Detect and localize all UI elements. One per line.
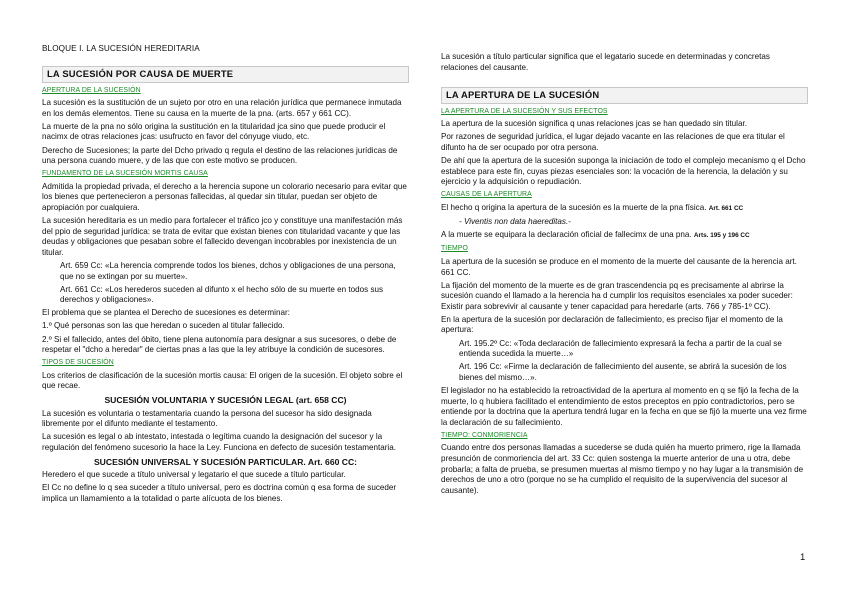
paragraph: Heredero el que sucede a título universal y legatario el que sucede a título particular. <box>42 470 346 480</box>
subheading-tipos: TIPOS DE SUCESIÓN <box>42 359 114 367</box>
article-reference: Arts. 195 y 196 CC <box>693 232 750 240</box>
paragraph <box>441 203 808 215</box>
paragraph-text: A la muerte se equipara la declaración oficial de fallecimx de una pna. <box>441 230 692 240</box>
article-quote-659: Art. 659 Cc: «La herencia comprende todos los bienes, dchos y obligaciones de una persona, que no se extingan por su muerte». <box>60 261 396 281</box>
section-title-apertura-de-la-sucesion: LA APERTURA DE LA SUCESIÓN <box>441 87 808 104</box>
paragraph: La sucesión a título particular significa que el legatario sucede en determinadas y concretas relaciones del causante. <box>441 52 770 72</box>
subheading-apertura: APERTURA DE LA SUCESIÓN <box>42 86 141 94</box>
paragraph: La sucesión hereditaria es un medio para fortalecer el tráfico jco y constituye una manifestación más del ppio de seguridad jurídica: se trata de evitar que existan bienes con titularidad vacante y que las deudas y obligaciones que pesaban sobre el fallecido devengan incobrables por inexistencia de un titular. <box>42 216 403 257</box>
paragraph: La apertura de la sucesión se produce en el momento de la muerte del causante de la herencia art. 661 CC. <box>441 256 797 277</box>
latin-maxim: - Viventis non data haereditas.- <box>459 217 571 227</box>
right-column <box>441 52 808 499</box>
left-column <box>42 66 409 507</box>
list-item: 1.º Qué personas son las que heredan o suceden al titular fallecido. <box>42 321 285 331</box>
article-quote-195: Art. 195.2º Cc: «Toda declaración de fallecimiento expresará la fecha a partir de la cual se entienda sucedida la muerte…» <box>459 338 782 359</box>
paragraph: La muerte de la pna no sólo origina la sustitución en la titularidad jca sino que puede producir el nacimx de otras relaciones jcas: usufructo en favor del cónyuge viudo, etc. <box>42 121 386 142</box>
paragraph: Admitida la propiedad privada, el derecho a la herencia supone un colorario necesario para evitar que los bienes que pertenecieron a personas fallecidas, al quedar sin titular, puedan ser objeto de apropiación por cualquiera. <box>42 181 407 213</box>
subheading-tiempo: TIEMPO <box>441 245 469 253</box>
paragraph: Por razones de seguridad jurídica, el lugar dejado vacante en las relaciones de que era titular el difunto ha de ser ocupado por otra persona. <box>441 132 785 153</box>
paragraph-text: El hecho q origina la apertura de la sucesión es la muerte de la pna física. <box>441 203 707 213</box>
subheading-causas: CAUSAS DE LA APERTURA <box>441 191 532 199</box>
paragraph: El Cc no define lo q sea suceder a título universal, pero es doctrina común q esa forma de suceder implica un llamamiento a la totalidad o parte alícuota de los bienes. <box>42 483 397 503</box>
paragraph: En la apertura de la sucesión por declaración de fallecimiento, es preciso fijar el momento de la apertura: <box>441 314 783 335</box>
centered-heading-voluntaria-legal: SUCESIÓN VOLUNTARIA Y SUCESIÓN LEGAL (art. 658 CC) <box>104 395 347 406</box>
paragraph: La sucesión es la sustitución de un sujeto por otro en una relación jurídica que permanece inmutada en los demás elementos. Tiene su causa en la muerte de la pna. (arts. 657 y 661 CC). <box>42 98 402 118</box>
paragraph: Derecho de Sucesiones; la parte del Dcho privado q regula el destino de las relaciones jurídicas de una persona cuando muere, y de las que con este motivo se producen. <box>42 145 398 166</box>
paragraph: Los criterios de clasificación de la sucesión mortis causa: El origen de la sucesión. El objeto sobre el que recae. <box>42 370 403 391</box>
subheading-fundamento: FUNDAMENTO DE LA SUCESIÓN MORTIS CAUSA <box>42 170 208 178</box>
paragraph: Cuando entre dos personas llamadas a sucederse se duda quién ha muerto primero, rige la llamada presunción de conmoriencia del art. 33 Cc: quien sostenga la muerte anterior de una u otra, debe probarla; a falta de prueba, se presumen muertas al mismo tiempo y no hay lugar a la transmisión de derechos de uno a otro (porque no se ha cumplido el requisito de la supervivencia del sucesor al causante). <box>441 443 804 495</box>
centered-heading-universal-particular: SUCESIÓN UNIVERSAL Y SUCESIÓN PARTICULAR. Art. 660 CC: <box>93 456 358 467</box>
article-quote-196: Art. 196 Cc: «Firme la declaración de fallecimiento del ausente, se abrirá la sucesión de los bienes del mismo…». <box>459 362 787 382</box>
paragraph: El legislador no ha establecido la retroactividad de la apertura al momento en q se fijó la fecha de la muerte, lo q hubiera facilitado el entendimiento de estos preceptos en ppio contradictorios, pero se entiende por la doctrina que la apertura tendrá lugar en la fecha en que se fijó la muerte una vez firme la declaración de su fallecimiento. <box>441 385 807 427</box>
subheading-conmoriencia: TIEMPO: CONMORIENCIA <box>441 431 528 439</box>
paragraph: La sucesión es legal o ab intestato, intestada o legítima cuando la designación del sucesor y la regulación del fenómeno sucesorio la hace la Ley. Funciona en defecto de sucesión testamentaria. <box>42 432 396 452</box>
paragraph: De ahí que la apertura de la sucesión suponga la iniciación de todo el complejo mecanismo q el Dcho establece para este fin, cuyas piezas esenciales son: la vocación de la herencia, la delación y su ejercicio y la adquisición o repudiación. <box>441 156 806 187</box>
page-number: 1 <box>800 552 806 563</box>
paragraph: La apertura de la sucesión significa q unas relaciones jcas se han quedado sin titular. <box>441 119 747 129</box>
list-item: 2.º Si el fallecido, antes del óbito, tiene plena autonomía para designar a sus sucesores, o debe de respetar el "dcho a heredar" de ciertas pnas a las que la ley atribuye la condición de sucesores. <box>42 334 397 355</box>
section-title-sucesion-por-causa-de-muerte: LA SUCESIÓN POR CAUSA DE MUERTE <box>42 66 409 83</box>
paragraph: El problema que se plantea el Derecho de sucesiones es determinar: <box>42 308 290 318</box>
running-head: BLOQUE I. LA SUCESIÓN HEREDITARIA <box>42 44 200 53</box>
paragraph: La sucesión es voluntaria o testamentaria cuando la persona del sucesor ha sido designada libremente por el difunto mediante el testamento. <box>42 408 372 429</box>
paragraph: La fijación del momento de la muerte es de gran trascendencia pq es precisamente al abrirse la sucesión cuando el llamado a la herencia ha d cumplir los requisitos esenciales xa poder suceder: Existir para sobrevivir al causante y tener capacidad para heredarle (arts. 766 y 785-1º CC). <box>441 280 793 311</box>
paragraph <box>441 230 808 242</box>
article-quote-661: Art. 661 Cc: «Los herederos suceden al difunto x el hecho sólo de su muerte en todos sus derechos y obligaciones». <box>60 284 384 305</box>
subheading-apertura-efectos: LA APERTURA DE LA SUCESIÓN Y SUS EFECTOS <box>441 107 608 115</box>
article-reference: Art. 661 CC <box>708 205 744 213</box>
